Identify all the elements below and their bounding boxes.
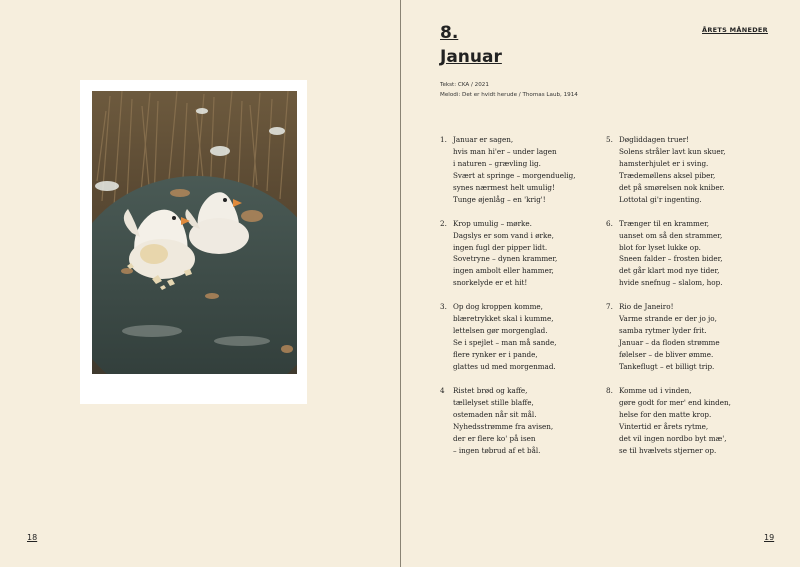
verse-line: Januar er sagen, <box>453 135 514 144</box>
verse-number: 4 <box>440 386 445 396</box>
verse-line: der er flere ko' på isen <box>453 433 536 443</box>
verse-line: Solens stråler lavt kun skuer, <box>619 146 726 156</box>
verse-column-right <box>606 134 776 469</box>
verse-line: Se i spejlet – man må sande, <box>453 338 557 348</box>
verse-line: Krop umulig – mørke. <box>453 218 532 228</box>
chapter-number: 8. <box>440 23 459 43</box>
verse-line: hamsterhjulet er i sving. <box>619 158 709 168</box>
verse-line: Svært at springe – morgenduelig, <box>453 170 576 180</box>
verse-number: 1. <box>440 135 447 144</box>
verse-lines <box>453 385 553 456</box>
page-number: 18 <box>27 533 38 542</box>
verse-line: det vil ingen nordbo byt mæ', <box>619 433 727 443</box>
verse-line: Komme ud i vinden, <box>619 386 692 396</box>
verse-line: ostemaden når sit mål. <box>453 410 537 420</box>
verse-line: – ingen tøbrud af et bål. <box>453 445 541 455</box>
verse-line: Ristet brød og kaffe, <box>453 386 528 396</box>
verse-number: 3. <box>440 302 447 312</box>
verse-lines <box>453 218 557 289</box>
verse-line: Døgliddagen truer! <box>619 135 690 144</box>
lyrics-credit: Tekst: CKA / 2021 <box>440 82 489 88</box>
verse-number: 6. <box>606 218 613 228</box>
melody-credit: Melodi: Det er hvidt herude / Thomas Laub, 1914 <box>440 91 578 98</box>
verse-line: helse for den matte krop. <box>619 410 712 420</box>
verse-line: det går klart mod nye tider, <box>619 266 720 276</box>
song-credits <box>440 81 578 100</box>
verse-line: hvis man hi'er – under lagen <box>453 146 557 156</box>
verse-line: flere rynker er i pande, <box>453 350 538 360</box>
verse-line: Varme strande er der jo jo, <box>619 314 717 324</box>
verse-lines <box>453 301 557 372</box>
photo-frame <box>80 80 307 404</box>
verse-line: Dagslys er som vand i ørke, <box>453 230 554 240</box>
verse-lines <box>619 301 720 372</box>
verse-line: Sneen falder – frosten bider, <box>619 254 723 264</box>
chapter-title: Januar <box>440 47 502 67</box>
verse-line: Sovetryne – dynen krammer, <box>453 254 558 264</box>
verse-line: Tunge øjenlåg – en 'krig'! <box>453 194 546 204</box>
photo-ceramic-birds <box>92 91 297 374</box>
verse-lines <box>453 134 576 205</box>
verse-line: blæretrykket skal i kumme, <box>453 314 554 324</box>
section-label: ÅRETS MÅNEDER <box>702 26 768 34</box>
verse-lines <box>619 385 731 456</box>
verse-line: ingen fugl der pipper lidt. <box>453 242 548 252</box>
verse-line: det på smørelsen nok kniber. <box>619 182 725 192</box>
verse-line: snorkelyde er et hit! <box>453 278 528 288</box>
verse-line: Trædemøllens aksel piber, <box>619 170 716 180</box>
verse-line: hvide snefnug – slalom, hop. <box>619 278 723 288</box>
verse <box>440 385 610 456</box>
verse-lines <box>619 134 726 205</box>
verse <box>440 134 610 205</box>
verse-line: Vintertid er årets rytme, <box>619 421 709 431</box>
verse-line: ingen ambolt eller hammer, <box>453 266 554 276</box>
verse-line: følelser – de bliver ømme. <box>619 350 714 360</box>
verse-number: 5. <box>606 135 613 144</box>
verse-line: gøre godt for mer' end kinden, <box>619 398 731 408</box>
verse <box>606 134 776 205</box>
verse <box>440 301 610 372</box>
verse-line: se til hvælvets stjerner op. <box>619 445 717 455</box>
verse-line: lettelsen gør morgenglad. <box>453 326 548 336</box>
verse-column-left <box>440 134 610 469</box>
verse-line: Lottotal gi'r ingenting. <box>619 194 702 204</box>
verse <box>606 218 776 289</box>
verse-line: Trænger til en krammer, <box>619 218 710 228</box>
verse <box>606 301 776 372</box>
photo-image <box>92 91 297 374</box>
verse-number: 8. <box>606 386 613 396</box>
verse-line: Rio de Janeiro! <box>619 302 674 312</box>
verse-line: Januar – da floden strømme <box>619 338 720 348</box>
verse-line: Nyhedsstrømme fra avisen, <box>453 421 554 431</box>
verse <box>440 218 610 289</box>
verse-line: glattes ud med morgenmad. <box>453 362 556 371</box>
verse-line: tællelyset stille blaffe, <box>453 398 534 408</box>
verse-line: uanset om så den strammer, <box>619 230 723 240</box>
verse <box>606 385 776 456</box>
verse-lines <box>619 218 723 289</box>
verse-line: blot for lyset lukke op. <box>619 242 701 252</box>
right-page <box>401 0 800 567</box>
verse-line: i naturen – grævling lig. <box>453 158 541 168</box>
verse-number: 2. <box>440 218 447 228</box>
verse-line: Op dog kroppen komme, <box>453 302 543 312</box>
page-number: 19 <box>764 533 775 542</box>
verse-line: synes nærmest helt umulig! <box>453 182 555 192</box>
verse-number: 7. <box>606 302 613 312</box>
verse-line: Tankeflugt – et billigt trip. <box>619 362 715 371</box>
verse-line: samba rytmer lyder frit. <box>619 326 707 336</box>
